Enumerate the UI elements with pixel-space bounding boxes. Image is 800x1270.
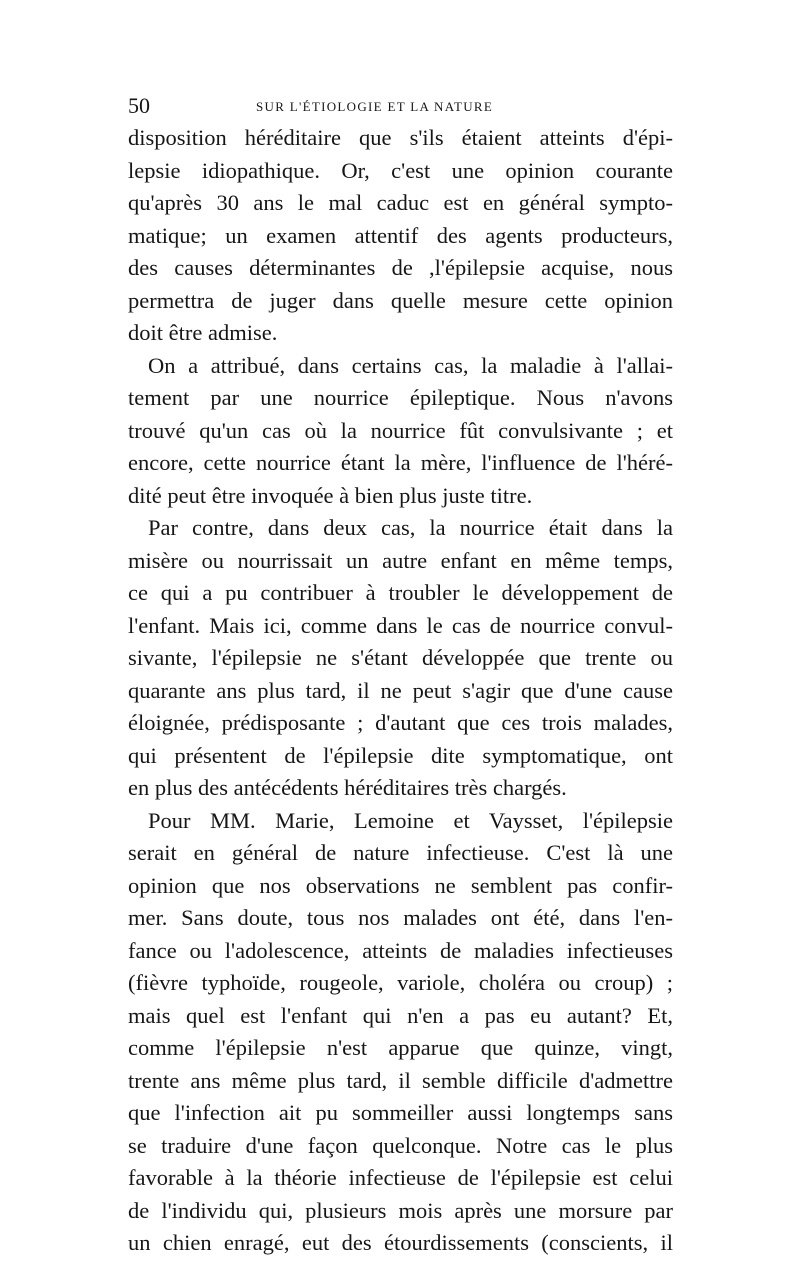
text-line: qu'après 30 ans le mal caduc est en général sympto-: [128, 190, 673, 215]
text-line: des causes déterminantes de ,l'épilepsie acquise, nous: [128, 255, 673, 280]
text-line: misère ou nourrissait un autre enfant en même temps,: [128, 547, 673, 573]
text-line: fance ou l'adolescence, atteints de maladies infectieuses: [128, 937, 673, 963]
text-line: sivante, l'épilepsie ne s'étant développée que trente ou: [128, 645, 673, 670]
text-line: Pour MM. Marie, Lemoine et Vaysset, l'épilepsie: [148, 807, 673, 833]
text-line: que l'infection ait pu sommeiller aussi longtemps sans: [128, 1100, 673, 1125]
text-line: quarante ans plus tard, il ne peut s'agir que d'une cause: [128, 677, 673, 703]
text-line: tement par une nourrice épileptique. Nous n'avons: [128, 385, 673, 410]
text-line: mais quel est l'enfant qui n'en a pas eu autant? Et,: [128, 1002, 673, 1028]
text-line: Par contre, dans deux cas, la nourrice était dans la: [148, 515, 673, 540]
text-line: matique; un examen attentif des agents producteurs,: [128, 222, 673, 248]
text-line: disposition héréditaire que s'ils étaient atteints d'épi-: [128, 125, 673, 150]
text-line: de l'individu qui, plusieurs mois après une morsure par: [128, 1197, 673, 1223]
text-line: comme l'épilepsie n'est apparue que quinze, vingt,: [128, 1035, 673, 1060]
text-line: éloignée, prédisposante ; d'autant que ces trois malades,: [128, 710, 673, 735]
text-line: permettra de juger dans quelle mesure cette opinion: [128, 287, 673, 313]
running-head: [128, 92, 673, 122]
running-title: SUR L'ÉTIOLOGIE ET LA NATURE: [256, 99, 494, 114]
page-number: 50: [128, 93, 150, 118]
text-line: serait en général de nature infectieuse. C'est là une: [128, 840, 673, 865]
body-text: [128, 122, 673, 1260]
text-line: lepsie idiopathique. Or, c'est une opinion courante: [128, 157, 673, 183]
text-line: ce qui a pu contribuer à troubler le développement de: [128, 580, 673, 605]
text-line: mer. Sans doute, tous nos malades ont été, dans l'en-: [128, 905, 673, 930]
text-line: trente ans même plus tard, il semble difficile d'admettre: [128, 1067, 673, 1093]
text-line: On a attribué, dans certains cas, la maladie à l'allai-: [148, 352, 673, 378]
text-line: dité peut être invoquée à bien plus juste titre.: [128, 482, 533, 508]
text-line: se traduire d'une façon quelconque. Notre cas le plus: [128, 1132, 673, 1158]
text-line: (fièvre typhoïde, rougeole, variole, choléra ou croup) ;: [128, 970, 673, 995]
text-line: favorable à la théorie infectieuse de l'épilepsie est celui: [128, 1165, 673, 1190]
text-line: opinion que nos observations ne semblent pas confir-: [128, 872, 673, 898]
text-line: un chien enragé, eut des étourdissements (conscients, il: [128, 1230, 673, 1255]
text-line: trouvé qu'un cas où la nourrice fût convulsivante ; et: [128, 417, 673, 443]
text-line: qui présentent de l'épilepsie dite symptomatique, ont: [128, 742, 673, 768]
text-line: encore, cette nourrice étant la mère, l'influence de l'héré-: [128, 450, 673, 475]
text-line: doit être admise.: [128, 320, 278, 345]
text-line: en plus des antécédents héréditaires très chargés.: [128, 775, 567, 800]
text-line: l'enfant. Mais ici, comme dans le cas de nourrice convul-: [128, 612, 673, 638]
